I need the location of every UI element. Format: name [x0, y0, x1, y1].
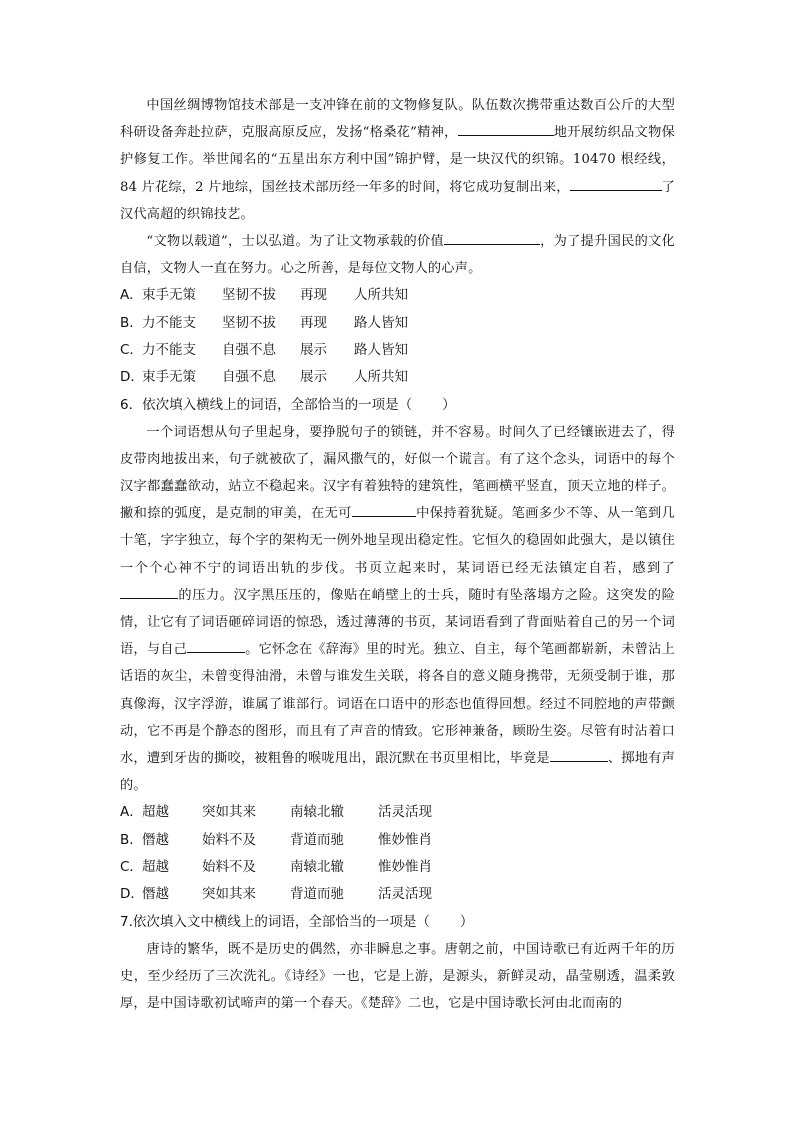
option-label: B． — [120, 831, 143, 848]
option-word: 再现 — [300, 287, 327, 304]
option-word: 惟妙惟肖 — [378, 831, 432, 848]
option-label: C． — [120, 342, 143, 359]
question-7-passage — [120, 936, 675, 1018]
answer-blank — [550, 748, 608, 762]
option-word: 坚韧不拔 — [222, 287, 276, 304]
passage-paragraph-2 — [120, 228, 675, 282]
option-word: 人所共知 — [354, 287, 408, 304]
answer-blank — [444, 231, 540, 245]
option-word: 路人皆知 — [354, 342, 408, 359]
answer-blank — [570, 176, 662, 190]
option-word: 南辕北辙 — [290, 804, 344, 821]
option-word: 背道而驰 — [290, 831, 344, 848]
option-label: C． — [120, 859, 143, 876]
option-word: 南辕北辙 — [290, 859, 344, 876]
option-word: 始料不及 — [202, 831, 256, 848]
option-label: A． — [120, 287, 143, 304]
answer-blank — [352, 503, 416, 517]
question-6-title — [120, 392, 675, 419]
option-label: D． — [120, 369, 144, 386]
answer-blank — [458, 122, 554, 136]
question-text: 7.依次填入文中横线上的词语，全部恰当的一项是（ — [120, 913, 430, 930]
passage-text: “文物以载道”，士以弘道。为了让文物承载的价值 — [146, 234, 444, 250]
option-word: 僭越 — [142, 831, 169, 848]
passage-text: 。它怀念在《辞海》里的时光。独立、自主，每个笔画都崭新，未曾沾上话语的灰尘，未曾变得油滑，未曾与谁发生关联，将各自的意义随身携带，无须受制于谁，那真像海，汉字浮游，谁属了谁部行。词语在口语中的形态也值得回想。经过不同腔地的声带颤动，它不再是个静态的图形，而且有了声音的情致。它形神兼备，顾盼生姿。尽管有时沾着口水，遭到牙齿的撕咬，被粗鲁的喉咙甩出，跟沉默在书页里相比，毕竟是 — [120, 642, 676, 767]
option-label: A． — [120, 804, 143, 821]
option-word: 超越 — [142, 859, 169, 876]
passage-text: 了汉代高超的织锦技艺。 — [120, 179, 675, 222]
option-word: 坚韧不拔 — [222, 314, 276, 331]
question-7-title — [120, 909, 675, 936]
option-word: 束手无策 — [142, 369, 196, 386]
option-b — [120, 310, 675, 337]
option-word: 自强不息 — [222, 342, 276, 359]
option-word: 始料不及 — [202, 859, 256, 876]
passage-text: 中国丝绸博物馆技术部是一支冲锋在前的文物修复队。队伍数次携带重达数百公斤的大型科研设备奔赴拉萨，克服高原反应，发扬“格桑花”精神， — [120, 98, 675, 141]
option-word: 自强不息 — [222, 369, 276, 386]
question-text: 6．依次填入横线上的词语，全部恰当的一项是（ — [120, 396, 413, 413]
question-text: ） — [459, 913, 474, 930]
q6-options — [120, 799, 675, 908]
option-d — [120, 881, 675, 908]
option-word: 超越 — [142, 804, 169, 821]
passage-paragraph-1 — [120, 92, 675, 228]
option-word: 力不能支 — [142, 314, 196, 331]
option-word: 人所共知 — [354, 369, 408, 386]
passage-text: 唐诗的繁华，既不是历史的偶然，亦非瞬息之事。唐朝之前，中国诗歌已有近两千年的历史，至少经历了三次洗礼。《诗经》一也，它是上游，是源头，新鲜灵动，晶莹剔透，温柔敦厚，是中国诗歌初试啼声的第一个春天。《楚辞》二也，它是中国诗歌长河由北而南的 — [120, 941, 675, 1012]
option-label: D． — [120, 886, 144, 903]
option-d — [120, 364, 675, 391]
option-c — [120, 337, 675, 364]
answer-blank — [187, 639, 245, 653]
question-6-passage — [120, 419, 675, 800]
passage-text: 地开展纺织品文物保护修复工作。举世闻名的“五星出东方利中国”锦护臂，是一块汉代的织锦。10470 根经线，84 片花综，2 片地综，国丝技术部历经一年多的时间，将它成功复制出来， — [120, 125, 675, 195]
passage-text: 的压力。汉字黑压压的，像贴在峭壁上的士兵，随时有坠落塌方之险。这突发的险情，让它有了词语砸碎词语的惊恐，透过薄薄的书页，某词语看到了背面贴着自己的另一个词语，与自己 — [120, 587, 675, 658]
option-word: 束手无策 — [142, 287, 196, 304]
option-word: 突如其来 — [202, 804, 256, 821]
option-word: 力不能支 — [142, 342, 196, 359]
option-word: 背道而驰 — [290, 886, 344, 903]
option-a — [120, 799, 675, 826]
passage-text: 、掷地有声的。 — [120, 751, 676, 794]
document-content — [120, 92, 675, 1017]
option-word: 活灵活现 — [378, 886, 432, 903]
answer-blank — [120, 585, 178, 599]
option-word: 僭越 — [142, 886, 169, 903]
passage-text: 一个词语想从句子里起身，要挣脱句子的锁链，并不容易。时间久了已经镶嵌进去了，得皮带肉地拔出来，句子就被砍了，漏风撒气的，好似一个谎言。有了这个念头，词语中的每个汉字都蠢蠢欲动，站立不稳起来。汉字有着独特的建筑性，笔画横平竖直，顶天立地的样子。撇和捺的弧度，是克制的审美，在无可 — [120, 424, 675, 522]
option-word: 路人皆知 — [354, 314, 408, 331]
option-b — [120, 827, 675, 854]
option-word: 展示 — [300, 342, 327, 359]
option-word: 突如其来 — [202, 886, 256, 903]
question-text: ） — [442, 396, 456, 413]
q5-options — [120, 282, 675, 391]
passage-text: 中保持着犹疑。笔画多少不等、从一笔到几十笔，字字独立，每个字的架构无一例外地呈现出稳定性。它恒久的稳固如此强大，是以镇住一个个心神不宁的词语出轨的步伐。书页立起来时，某词语已经无法镇定自若，感到了 — [120, 506, 675, 576]
passage-text: ，为了提升国民的文化自信，文物人一直在努力。心之所善，是每位文物人的心声。 — [120, 234, 675, 277]
option-word: 再现 — [300, 314, 327, 331]
option-word: 展示 — [300, 369, 327, 386]
option-a — [120, 282, 675, 309]
option-label: B． — [120, 314, 143, 331]
option-c — [120, 854, 675, 881]
option-word: 活灵活现 — [378, 804, 432, 821]
option-word: 惟妙惟肖 — [378, 859, 432, 876]
